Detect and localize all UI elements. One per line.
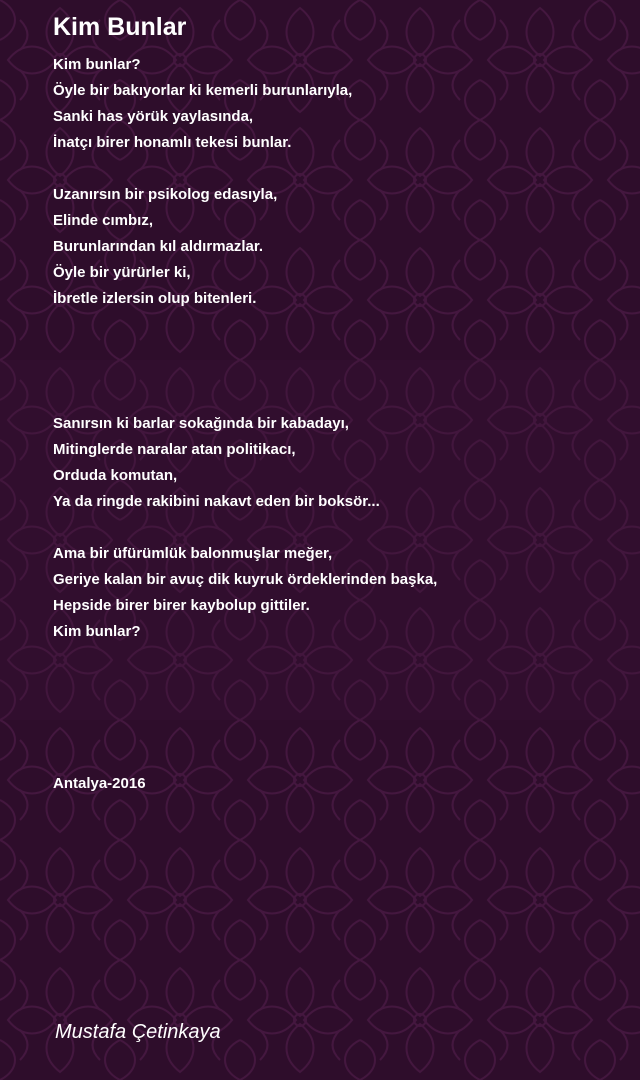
poem-line: Sanki has yörük yaylasında, — [53, 108, 254, 125]
poem-line: İnatçı birer honamlı tekesi bunlar. — [53, 134, 292, 151]
stanza-1 — [53, 52, 352, 156]
stanza-3 — [53, 411, 380, 515]
poem-line: Öyle bir yürürler ki, — [53, 264, 191, 281]
stanza-2 — [53, 182, 277, 312]
stanza-4 — [53, 541, 437, 645]
poem-line: Öyle bir bakıyorlar ki kemerli burunlarıyla, — [53, 82, 353, 99]
poem-line: Ama bir üfürümlük balonmuşlar meğer, — [53, 545, 333, 562]
poem-line: Orduda komutan, — [53, 467, 178, 484]
stanza-5-date — [53, 771, 146, 797]
poem-line: Sanırsın ki barlar sokağında bir kabadayı, — [53, 415, 349, 432]
poem-date-line: Antalya-2016 — [53, 775, 146, 792]
poem-line: İbretle izlersin olup bitenleri. — [53, 290, 257, 307]
poem-line: Uzanırsın bir psikolog edasıyla, — [53, 186, 278, 203]
poem-line: Kim bunlar? — [53, 56, 141, 73]
poem-line: Mitinglerde naralar atan politikacı, — [53, 441, 296, 458]
poem-line: Elinde cımbız, — [53, 212, 154, 229]
poem-author: Mustafa Çetinkaya — [55, 1021, 221, 1043]
poem-title: Kim Bunlar — [53, 13, 187, 41]
poem-line: Burunlarından kıl aldırmazlar. — [53, 238, 264, 255]
poem-line: Kim bunlar? — [53, 623, 141, 640]
poem-line: Ya da ringde rakibini nakavt eden bir boksör... — [53, 493, 380, 510]
poem-line: Hepside birer birer kaybolup gittiler. — [53, 597, 310, 614]
poem-line: Geriye kalan bir avuç dik kuyruk ördeklerinden başka, — [53, 571, 438, 588]
